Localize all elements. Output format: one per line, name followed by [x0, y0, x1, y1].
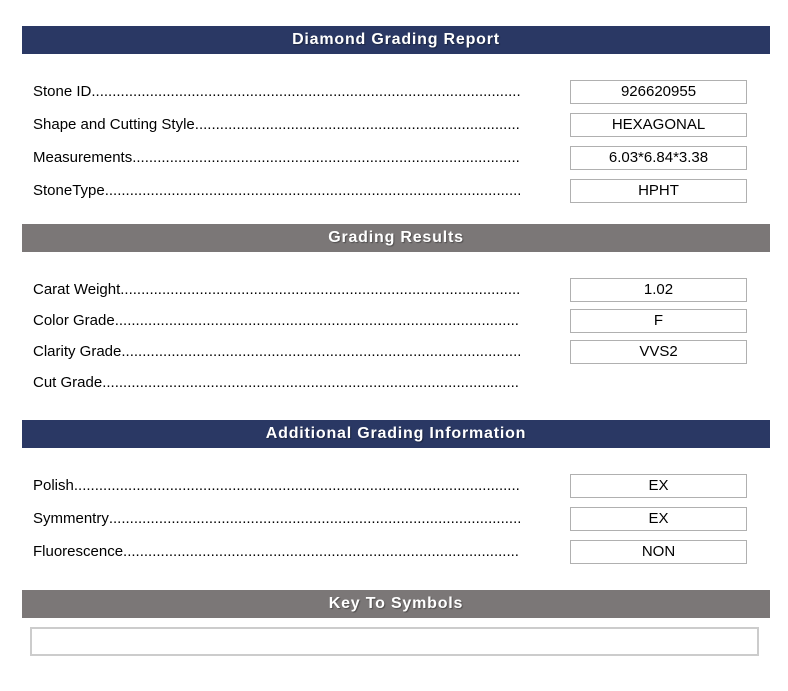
row-label-leader: [33, 477, 520, 494]
dotted-leader: [123, 543, 520, 560]
dotted-leader: [121, 343, 520, 360]
dotted-leader: [109, 510, 520, 527]
section-title: Diamond Grading Report: [292, 31, 500, 48]
row-color-grade: [33, 305, 747, 336]
row-symmetry: [33, 502, 747, 535]
header-key-to-symbols: [22, 590, 770, 618]
row-label: Carat Weight: [33, 281, 121, 298]
value-box-carat-weight[interactable]: [570, 278, 747, 302]
value-box-clarity-grade[interactable]: [570, 340, 747, 364]
dotted-leader: [132, 149, 520, 166]
row-label-leader: [33, 149, 520, 166]
row-label-leader: [33, 374, 520, 391]
row-cut-grade: [33, 367, 747, 398]
section-stone-identification: [0, 54, 788, 207]
row-label-leader: [33, 281, 520, 298]
row-value: EX: [648, 477, 669, 494]
row-label-leader: [33, 83, 520, 100]
section-grading-results: [0, 252, 788, 398]
row-label-leader: [33, 182, 520, 199]
section-title: Key To Symbols: [328, 595, 464, 612]
value-box-fluorescence[interactable]: [570, 540, 747, 564]
row-label: Fluorescence: [33, 543, 124, 560]
row-value: HEXAGONAL: [611, 116, 706, 133]
row-label: Color Grade: [33, 312, 115, 329]
section-title: Additional Grading Information: [265, 425, 527, 442]
row-value: NON: [641, 543, 676, 560]
row-label: Symmentry: [33, 510, 109, 527]
section-title: Grading Results: [328, 229, 464, 246]
row-label: Shape and Cutting Style: [33, 116, 195, 133]
value-box-symmetry[interactable]: [570, 507, 747, 531]
row-value: 926620955: [620, 83, 697, 100]
row-polish: [33, 469, 747, 502]
section-additional-grading-information: [0, 448, 788, 568]
row-stone-type: [33, 174, 747, 207]
row-value: 6.03*6.84*3.38: [608, 149, 709, 166]
row-value: VVS2: [639, 343, 678, 360]
dotted-leader: [105, 182, 520, 199]
row-value: EX: [648, 510, 669, 527]
row-label: Stone ID: [33, 83, 92, 100]
dotted-leader: [102, 374, 520, 391]
value-box-polish[interactable]: [570, 474, 747, 498]
header-grading-results: [22, 224, 770, 252]
value-box-shape[interactable]: [570, 113, 747, 137]
row-carat-weight: [33, 274, 747, 305]
row-label: Cut Grade: [33, 374, 103, 391]
row-label-leader: [33, 116, 520, 133]
row-label: Measurements: [33, 149, 133, 166]
header-diamond-grading-report: [22, 26, 770, 54]
row-label-leader: [33, 343, 520, 360]
row-value: F: [653, 312, 664, 329]
row-value: 1.02: [643, 281, 674, 298]
row-label: Polish: [33, 477, 74, 494]
row-measurements: [33, 141, 747, 174]
header-additional-grading-information: [22, 420, 770, 448]
key-to-symbols-box[interactable]: [30, 627, 759, 656]
dotted-leader: [74, 477, 520, 494]
value-box-stone-id[interactable]: [570, 80, 747, 104]
row-label: StoneType: [33, 182, 105, 199]
value-box-stone-type[interactable]: [570, 179, 747, 203]
value-box-measurements[interactable]: [570, 146, 747, 170]
row-label-leader: [33, 510, 520, 527]
value-box-color-grade[interactable]: [570, 309, 747, 333]
row-value: HPHT: [638, 182, 679, 199]
dotted-leader: [120, 281, 520, 298]
dotted-leader: [91, 83, 520, 100]
row-fluorescence: [33, 535, 747, 568]
row-shape-cutting-style: [33, 108, 747, 141]
row-stone-id: [33, 75, 747, 108]
dotted-leader: [115, 312, 520, 329]
row-label-leader: [33, 543, 520, 560]
row-clarity-grade: [33, 336, 747, 367]
row-label-leader: [33, 312, 520, 329]
row-label: Clarity Grade: [33, 343, 122, 360]
dotted-leader: [195, 116, 520, 133]
